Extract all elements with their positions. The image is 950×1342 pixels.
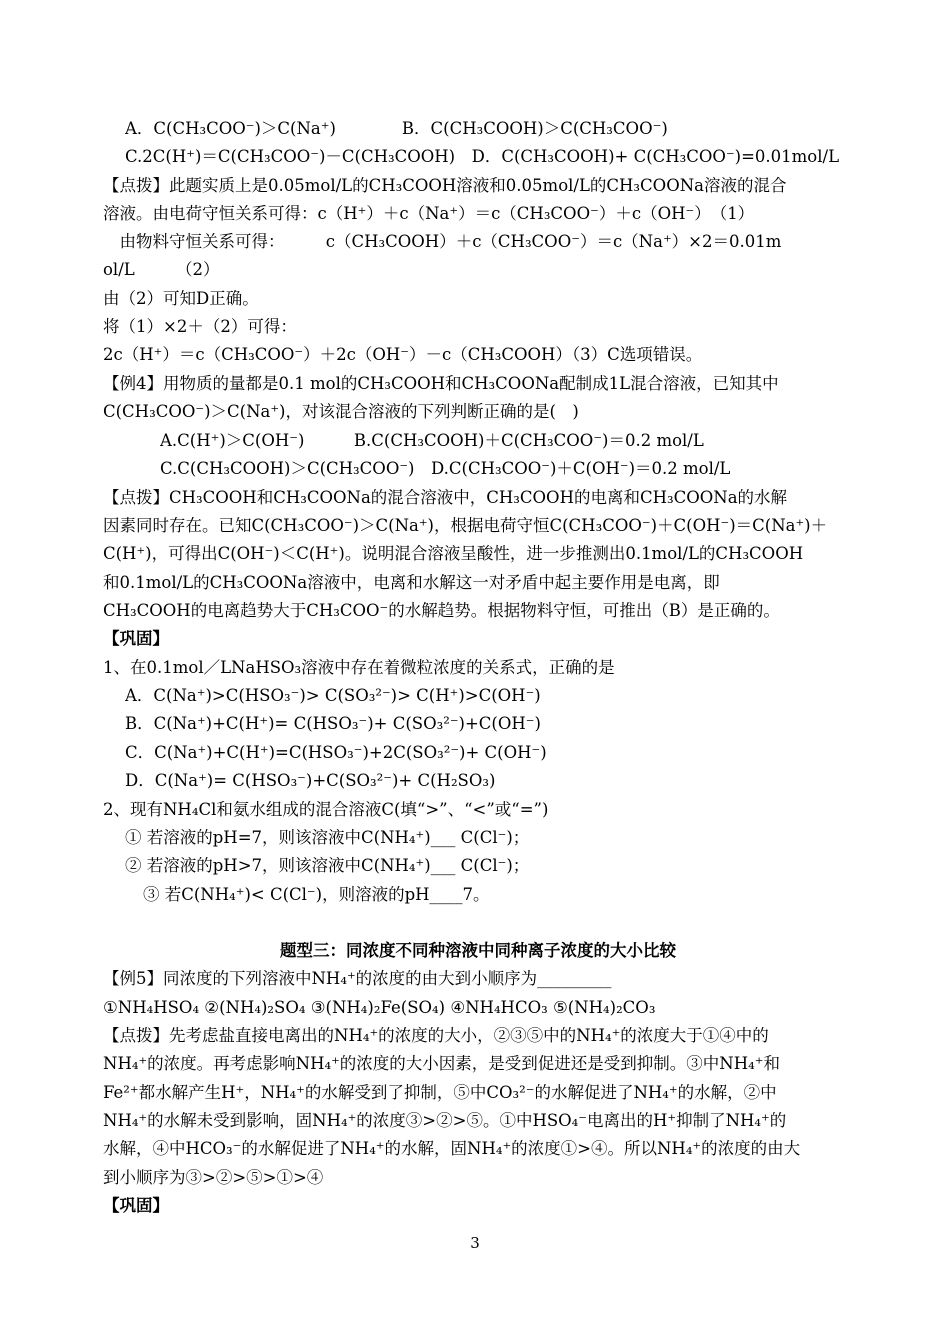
text-line: C．C(Na⁺)+C(H⁺)=C(HSO₃⁻)+2C(SO₃²⁻)+ C(OH⁻) [125, 743, 547, 762]
text-line: 因素同时存在。已知C(CH₃COO⁻)＞C(Na⁺)，根据电荷守恒C(CH₃COO⁻)＋C(OH⁻)＝C(Na⁺)＋ [103, 516, 828, 535]
text-line: 1、在0.1mol／LNaHSO₃溶液中存在着微粒浓度的关系式，正确的是 [103, 658, 615, 677]
text-line: B．C(Na⁺)+C(H⁺)= C(HSO₃⁻)+ C(SO₃²⁻)+C(OH⁻) [125, 714, 541, 733]
text-line: NH₄⁺的浓度。再考虑影响NH₄⁺的浓度的大小因素，是受到促进还是受到抑制。③中NH₄⁺和 [103, 1054, 780, 1073]
section-heading: 题型三：同浓度不同种溶液中同种离子浓度的大小比较 [280, 941, 676, 960]
text-line: ③ 若C(NH₄⁺)< C(Cl⁻)，则溶液的pH____7。 [143, 885, 490, 904]
section-label: 【巩固】 [103, 1196, 169, 1215]
text-line: 由物料守恒关系可得： c（CH₃COOH）＋c（CH₃COO⁻）＝c（Na⁺）×2＝0.01m [103, 232, 782, 251]
text-line: 【例4】用物质的量都是0.1 mol的CH₃COOH和CH₃COONa配制成1L混合溶液，已知其中 [103, 374, 779, 393]
text-line: 2c（H⁺）＝c（CH₃COO⁻）＋2c（OH⁻）－c（CH₃COOH）（3）C选项错误。 [103, 345, 703, 364]
section-label: 【巩固】 [103, 629, 169, 648]
page-number: 3 [470, 1234, 480, 1252]
text-line: C.C(CH₃COOH)＞C(CH₃COO⁻) D.C(CH₃COO⁻)＋C(OH⁻)＝0.2 mol/L [160, 459, 731, 478]
text-line: 【点拨】先考虑盐直接电离出的NH₄⁺的浓度的大小，②③⑤中的NH₄⁺的浓度大于①④中的 [103, 1026, 769, 1045]
text-line: A．C(Na⁺)>C(HSO₃⁻)> C(SO₃²⁻)> C(H⁺)>C(OH⁻) [125, 686, 541, 705]
text-line: C(H⁺)，可得出C(OH⁻)＜C(H⁺)。说明混合溶液呈酸性，进一步推测出0.1mol/L的CH₃COOH [103, 544, 804, 563]
text-line: C.2C(H⁺)＝C(CH₃COO⁻)－C(CH₃COOH) D．C(CH₃COOH)+ C(CH₃COO⁻)=0.01mol/L [125, 147, 840, 166]
text-line: ol/L （2） [103, 260, 220, 279]
text-line: NH₄⁺的水解未受到影响，固NH₄⁺的浓度③>②>⑤。①中HSO₄⁻电离出的H⁺抑制了NH₄⁺的 [103, 1111, 787, 1130]
text-line: ① 若溶液的pH=7，则该溶液中C(NH₄⁺)___ C(Cl⁻)； [125, 828, 530, 847]
text-line: 和0.1mol/L的CH₃COONa溶液中，电离和水解这一对矛盾中起主要作用是电离，即 [103, 573, 720, 592]
text-line: A.C(H⁺)＞C(OH⁻) B.C(CH₃COOH)＋C(CH₃COO⁻)＝0.2 mol/L [160, 431, 704, 450]
text-line: 到小顺序为③>②>⑤>①>④ [103, 1168, 324, 1187]
text-line: Fe²⁺都水解产生H⁺，NH₄⁺的水解受到了抑制，⑤中CO₃²⁻的水解促进了NH₄⁺的水解，②中 [103, 1083, 777, 1102]
text-line: 将（1）×2＋（2）可得： [103, 317, 297, 336]
text-line: 【点拨】CH₃COOH和CH₃COONa的混合溶液中，CH₃COOH的电离和CH₃COONa的水解 [103, 488, 788, 507]
text-line: 水解，④中HCO₃⁻的水解促进了NH₄⁺的水解，固NH₄⁺的浓度①>④。所以NH₄⁺的浓度的由大 [103, 1139, 801, 1158]
text-line: D．C(Na⁺)= C(HSO₃⁻)+C(SO₃²⁻)+ C(H₂SO₃) [125, 771, 496, 790]
text-line: CH₃COOH的电离趋势大于CH₃COO⁻的水解趋势。根据物料守恒，可推出（B）是正确的。 [103, 601, 780, 620]
text-line: 【例5】同浓度的下列溶液中NH₄⁺的浓度的由大到小顺序为_________ [103, 969, 612, 988]
text-line: A．C(CH₃COO⁻)＞C(Na⁺) B．C(CH₃COOH)＞C(CH₃COO⁻) [125, 119, 668, 138]
text-line: ①NH₄HSO₄ ②(NH₄)₂SO₄ ③(NH₄)₂Fe(SO₄) ④NH₄HCO₃ ⑤(NH₄)₂CO₃ [103, 998, 656, 1017]
text-line: 2、现有NH₄Cl和氨水组成的混合溶液C(填“>”、“<”或“=”) [103, 800, 549, 819]
text-line: 溶液。由电荷守恒关系可得：c（H⁺）＋c（Na⁺）＝c（CH₃COO⁻）＋c（OH⁻） （1） [103, 204, 755, 223]
text-line: 【点拨】此题实质上是0.05mol/L的CH₃COOH溶液和0.05mol/L的CH₃COONa溶液的混合 [103, 176, 787, 195]
text-line: C(CH₃COO⁻)＞C(Na⁺)，对该混合溶液的下列判断正确的是( ) [103, 402, 579, 421]
text-line: ② 若溶液的pH>7，则该溶液中C(NH₄⁺)___ C(Cl⁻)； [125, 856, 530, 875]
text-line: 由（2）可知D正确。 [103, 289, 259, 308]
